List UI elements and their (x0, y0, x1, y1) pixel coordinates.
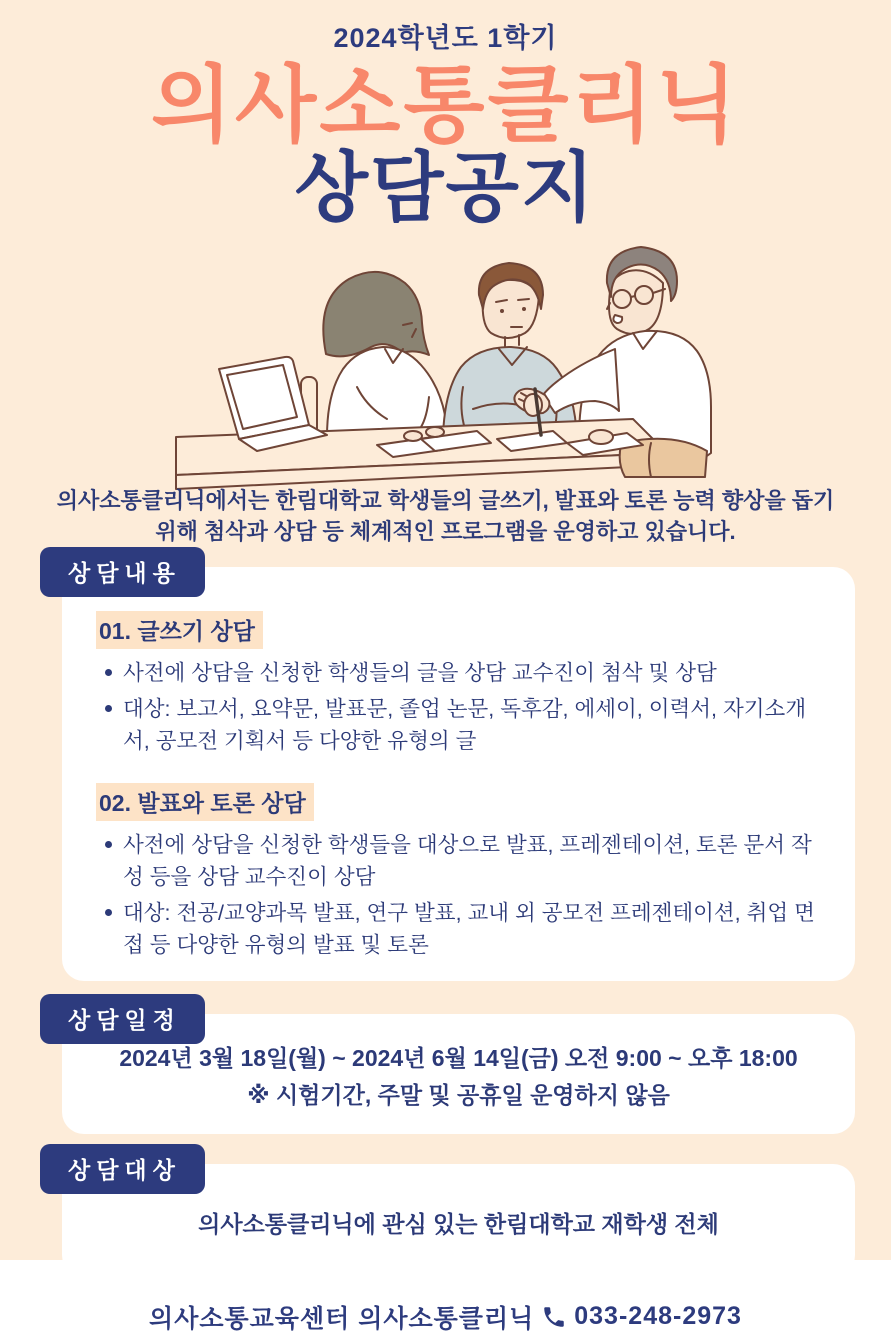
three-people-meeting-drawing (181, 237, 711, 477)
writing-counsel-item (96, 611, 815, 757)
intro-line-1: 의사소통클리닉에서는 한림대학교 학생들의 글쓰기, 발표와 토론 능력 향상을 돕기 (56, 487, 835, 513)
footer-org: 의사소통교육센터 의사소통클리닉 (149, 1304, 535, 1333)
poster-title: 의사소통클리닉 (150, 58, 740, 152)
writing-counsel-bullets (96, 657, 815, 757)
bullet-item: 대상: 보고서, 요약문, 발표문, 졸업 논문, 독후감, 에세이, 이력서, 자기소개서, 공모전 기획서 등 다양한 유형의 글 (96, 693, 815, 758)
section-counsel-target (0, 1144, 891, 1277)
footer (0, 1299, 891, 1335)
professor-mouth (613, 315, 622, 323)
woman-hand (426, 427, 444, 437)
footer-phone-number: 033-248-2973 (574, 1302, 742, 1331)
professor-face (609, 270, 663, 334)
intro-paragraph (0, 485, 891, 547)
poster-subtitle: 상담공지 (294, 146, 597, 232)
card-counsel-content (62, 567, 855, 981)
phone-handset-icon (541, 1304, 567, 1330)
badge-counsel-content: 상담내용 (40, 547, 205, 597)
woman-blouse (327, 347, 449, 437)
woman-hair (323, 272, 429, 356)
presentation-counsel-heading: 02. 발표와 토론 상담 (96, 783, 314, 821)
presentation-counsel-bullets (96, 829, 815, 961)
schedule-period: 2024년 3월 18일(월) ~ 2024년 6월 14일(금) 오전 9:00 ~ 오후 18:00 (119, 1045, 798, 1072)
bullet-item: 사전에 상담을 신청한 학생들의 글을 상담 교수진이 첨삭 및 상담 (96, 657, 815, 689)
woman-hand (404, 431, 422, 441)
section-counsel-schedule (0, 994, 891, 1134)
schedule-note: ※ 시험기간, 주말 및 공휴일 운영하지 않음 (247, 1082, 670, 1108)
presentation-counsel-item (96, 783, 815, 961)
target-audience: 의사소통클리닉에 관심 있는 한림대학교 재학생 전체 (198, 1210, 719, 1237)
bullet-item: 대상: 전공/교양과목 발표, 연구 발표, 교내 외 공모전 프레젠테이션, 취업 면접 등 다양한 유형의 발표 및 토론 (96, 897, 815, 962)
badge-counsel-target: 상담대상 (40, 1144, 205, 1194)
professor-hand (589, 430, 613, 444)
bullet-item: 사전에 상담을 신청한 학생들을 대상으로 발표, 프레젠테이션, 토론 문서 작성 등을 상담 교수진이 상담 (96, 829, 815, 894)
badge-counsel-schedule: 상담일정 (40, 994, 205, 1044)
section-counsel-content (0, 547, 891, 981)
semester-label: 2024학년도 1학기 (333, 23, 558, 53)
consultation-illustration (0, 237, 891, 477)
intro-line-2: 위해 첨삭과 상담 등 체계적인 프로그램을 운영하고 있습니다. (155, 519, 736, 545)
writing-counsel-heading: 01. 글쓰기 상담 (96, 611, 263, 649)
